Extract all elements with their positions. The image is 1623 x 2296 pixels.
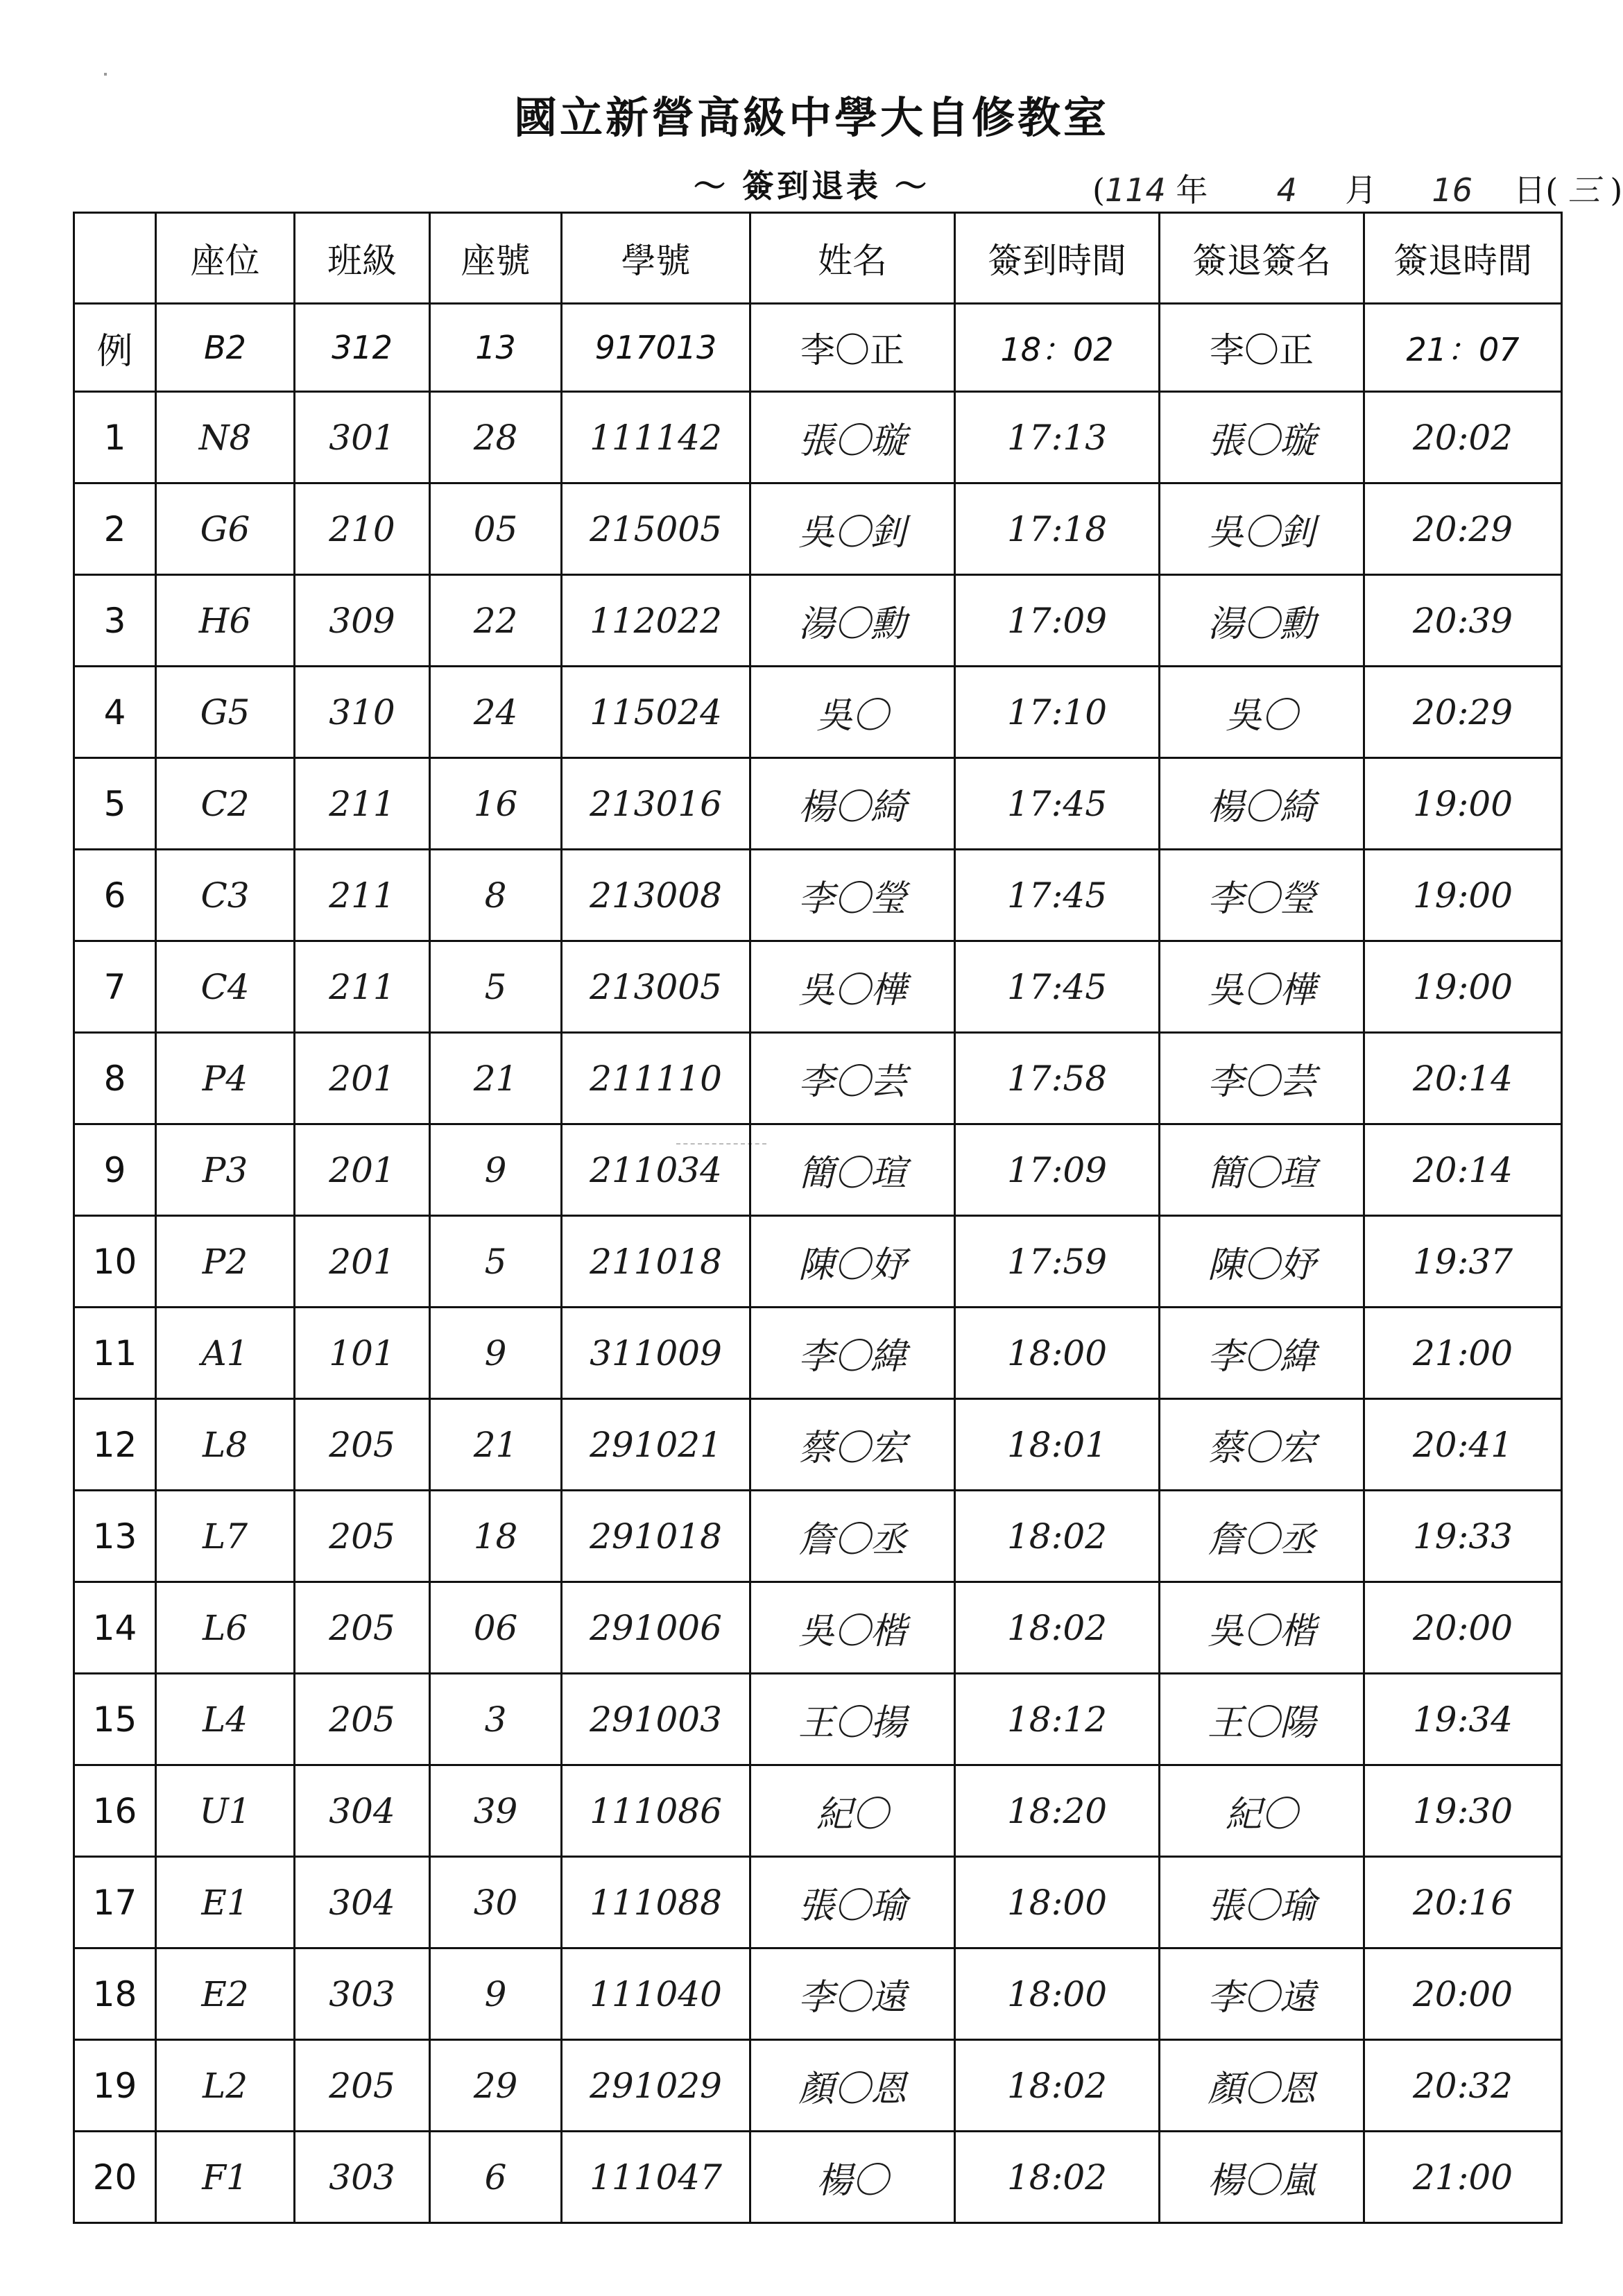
row-name: 王〇揚 [750, 1674, 955, 1765]
row-seat: L6 [156, 1582, 295, 1674]
table-body [74, 392, 1562, 2223]
row-name: 吳〇樺 [750, 941, 955, 1033]
table-row [74, 1308, 1562, 1399]
row-sign-out-time: 19:30 [1364, 1765, 1562, 1857]
row-name: 李〇緯 [750, 1308, 955, 1399]
row-class: 205 [295, 2040, 430, 2132]
table-row [74, 1124, 1562, 1216]
row-number: 12 [74, 1399, 156, 1491]
row-sign-in-time: 17:45 [955, 850, 1160, 941]
row-sign-in-time: 17:09 [955, 1124, 1160, 1216]
row-name: 吳〇 [750, 667, 955, 758]
header-student-id: 學號 [562, 213, 750, 304]
row-seat-no: 39 [430, 1765, 562, 1857]
row-sign-in-time: 18:12 [955, 1674, 1160, 1765]
table-row [74, 1674, 1562, 1765]
row-number: 20 [74, 2132, 156, 2223]
row-class: 205 [295, 1491, 430, 1582]
row-sign-out-time: 19:34 [1364, 1674, 1562, 1765]
row-class: 303 [295, 1948, 430, 2040]
row-sign-out-time: 20:41 [1364, 1399, 1562, 1491]
header-class: 班級 [295, 213, 430, 304]
row-seat: L2 [156, 2040, 295, 2132]
row-student-id: 111086 [562, 1765, 750, 1857]
row-seat-no: 24 [430, 667, 562, 758]
row-name: 湯〇勳 [750, 575, 955, 667]
row-sign-in-time: 18:00 [955, 1308, 1160, 1399]
row-student-id: 291021 [562, 1399, 750, 1491]
row-seat-no: 9 [430, 1308, 562, 1399]
example-sign-in: 18：02 [955, 304, 1160, 392]
row-seat-no: 5 [430, 1216, 562, 1308]
date-day: 16 [1432, 171, 1472, 209]
row-student-id: 112022 [562, 575, 750, 667]
row-seat: L8 [156, 1399, 295, 1491]
row-sign-out-name: 紀〇 [1160, 1765, 1364, 1857]
row-seat-no: 30 [430, 1857, 562, 1948]
row-sign-out-time: 19:00 [1364, 941, 1562, 1033]
row-student-id: 111040 [562, 1948, 750, 2040]
row-sign-out-name: 李〇芸 [1160, 1033, 1364, 1124]
example-sign-out-name: 李〇正 [1160, 304, 1364, 392]
row-seat: E1 [156, 1857, 295, 1948]
row-class: 205 [295, 1674, 430, 1765]
date-month-unit: 月 [1345, 171, 1377, 209]
row-sign-out-time: 20:32 [1364, 2040, 1562, 2132]
row-seat-no: 16 [430, 758, 562, 850]
row-student-id: 215005 [562, 483, 750, 575]
row-seat: E2 [156, 1948, 295, 2040]
row-number: 18 [74, 1948, 156, 2040]
row-student-id: 111088 [562, 1857, 750, 1948]
row-student-id: 291006 [562, 1582, 750, 1674]
row-name: 楊〇 [750, 2132, 955, 2223]
row-number: 8 [74, 1033, 156, 1124]
row-seat-no: 9 [430, 1948, 562, 2040]
row-seat-no: 06 [430, 1582, 562, 1674]
row-sign-out-name: 詹〇丞 [1160, 1491, 1364, 1582]
row-seat-no: 29 [430, 2040, 562, 2132]
table-row [74, 1948, 1562, 2040]
row-seat: C2 [156, 758, 295, 850]
date-year: 114 [1104, 171, 1166, 209]
row-seat: H6 [156, 575, 295, 667]
row-class: 101 [295, 1308, 430, 1399]
row-seat-no: 3 [430, 1674, 562, 1765]
row-sign-out-time: 21:00 [1364, 2132, 1562, 2223]
page-subtitle: ～ 簽到退表 ～ [694, 167, 930, 205]
row-student-id: 211018 [562, 1216, 750, 1308]
row-class: 201 [295, 1124, 430, 1216]
row-name: 楊〇綺 [750, 758, 955, 850]
row-name: 張〇瑜 [750, 1857, 955, 1948]
row-sign-in-time: 18:02 [955, 1582, 1160, 1674]
row-sign-out-time: 20:14 [1364, 1033, 1562, 1124]
row-number: 7 [74, 941, 156, 1033]
table-row [74, 392, 1562, 483]
row-class: 304 [295, 1765, 430, 1857]
row-sign-out-name: 吳〇楷 [1160, 1582, 1364, 1674]
row-seat: P3 [156, 1124, 295, 1216]
row-sign-out-time: 20:00 [1364, 1948, 1562, 2040]
example-seat: B2 [156, 304, 295, 392]
row-student-id: 211110 [562, 1033, 750, 1124]
row-student-id: 291018 [562, 1491, 750, 1582]
row-sign-out-time: 20:39 [1364, 575, 1562, 667]
row-number: 5 [74, 758, 156, 850]
scan-speck [104, 73, 107, 76]
row-sign-out-time: 21:00 [1364, 1308, 1562, 1399]
row-sign-out-name: 楊〇綺 [1160, 758, 1364, 850]
table-row [74, 575, 1562, 667]
row-sign-out-name: 簡〇瑄 [1160, 1124, 1364, 1216]
example-student-id: 917013 [562, 304, 750, 392]
row-name: 張〇璇 [750, 392, 955, 483]
row-name: 陳〇妤 [750, 1216, 955, 1308]
row-sign-out-name: 湯〇勳 [1160, 575, 1364, 667]
row-name: 紀〇 [750, 1765, 955, 1857]
row-student-id: 115024 [562, 667, 750, 758]
row-name: 吳〇楷 [750, 1582, 955, 1674]
date-open-paren: ( [1092, 171, 1105, 209]
row-seat-no: 6 [430, 2132, 562, 2223]
row-seat-no: 21 [430, 1033, 562, 1124]
row-student-id: 211034 [562, 1124, 750, 1216]
row-sign-in-time: 17:18 [955, 483, 1160, 575]
example-name: 李〇正 [750, 304, 955, 392]
row-seat: F1 [156, 2132, 295, 2223]
row-sign-out-name: 王〇陽 [1160, 1674, 1364, 1765]
row-sign-out-time: 19:33 [1364, 1491, 1562, 1582]
row-student-id: 213016 [562, 758, 750, 850]
row-sign-out-name: 李〇瑩 [1160, 850, 1364, 941]
row-sign-in-time: 18:00 [955, 1857, 1160, 1948]
row-seat: G6 [156, 483, 295, 575]
row-sign-in-time: 17:13 [955, 392, 1160, 483]
row-student-id: 213008 [562, 850, 750, 941]
table-row [74, 2040, 1562, 2132]
row-seat: P2 [156, 1216, 295, 1308]
row-class: 211 [295, 941, 430, 1033]
row-number: 4 [74, 667, 156, 758]
table-row [74, 483, 1562, 575]
row-sign-out-name: 顏〇恩 [1160, 2040, 1364, 2132]
header-index [74, 213, 156, 304]
row-class: 310 [295, 667, 430, 758]
row-class: 210 [295, 483, 430, 575]
date-weekday-open: ( [1545, 171, 1558, 209]
row-seat: U1 [156, 1765, 295, 1857]
example-row [74, 304, 1562, 392]
table-row [74, 1765, 1562, 1857]
row-class: 205 [295, 1582, 430, 1674]
row-number: 13 [74, 1491, 156, 1582]
row-sign-out-time: 20:29 [1364, 483, 1562, 575]
row-sign-out-time: 20:29 [1364, 667, 1562, 758]
row-class: 205 [295, 1399, 430, 1491]
row-name: 簡〇瑄 [750, 1124, 955, 1216]
row-sign-out-time: 20:00 [1364, 1582, 1562, 1674]
row-sign-out-name: 楊〇嵐 [1160, 2132, 1364, 2223]
row-number: 3 [74, 575, 156, 667]
row-seat: A1 [156, 1308, 295, 1399]
row-sign-out-time: 19:37 [1364, 1216, 1562, 1308]
row-number: 14 [74, 1582, 156, 1674]
row-seat-no: 5 [430, 941, 562, 1033]
date-month: 4 [1276, 171, 1297, 209]
row-class: 304 [295, 1857, 430, 1948]
table-row [74, 1582, 1562, 1674]
row-student-id: 111047 [562, 2132, 750, 2223]
row-number: 16 [74, 1765, 156, 1857]
table-row [74, 758, 1562, 850]
row-seat: L7 [156, 1491, 295, 1582]
table-row [74, 667, 1562, 758]
row-number: 15 [74, 1674, 156, 1765]
date-day-unit: 日 [1513, 171, 1546, 209]
row-class: 303 [295, 2132, 430, 2223]
row-seat-no: 28 [430, 392, 562, 483]
row-sign-out-name: 蔡〇宏 [1160, 1399, 1364, 1491]
row-seat: G5 [156, 667, 295, 758]
row-name: 李〇瑩 [750, 850, 955, 941]
table-row [74, 1399, 1562, 1491]
row-sign-out-name: 張〇瑜 [1160, 1857, 1364, 1948]
row-class: 301 [295, 392, 430, 483]
row-sign-in-time: 17:45 [955, 758, 1160, 850]
row-name: 李〇芸 [750, 1033, 955, 1124]
row-class: 211 [295, 850, 430, 941]
row-sign-in-time: 17:10 [955, 667, 1160, 758]
header-sign-out-time: 簽退時間 [1364, 213, 1562, 304]
table-row [74, 850, 1562, 941]
row-name: 吳〇釗 [750, 483, 955, 575]
header-row [74, 213, 1562, 304]
row-seat-no: 22 [430, 575, 562, 667]
row-sign-out-name: 李〇緯 [1160, 1308, 1364, 1399]
row-seat-no: 9 [430, 1124, 562, 1216]
row-sign-out-time: 19:00 [1364, 850, 1562, 941]
row-number: 17 [74, 1857, 156, 1948]
row-number: 11 [74, 1308, 156, 1399]
row-sign-in-time: 17:58 [955, 1033, 1160, 1124]
table-row [74, 2132, 1562, 2223]
row-number: 19 [74, 2040, 156, 2132]
row-student-id: 291029 [562, 2040, 750, 2132]
row-name: 蔡〇宏 [750, 1399, 955, 1491]
row-sign-out-time: 20:02 [1364, 392, 1562, 483]
row-sign-out-time: 19:00 [1364, 758, 1562, 850]
row-class: 309 [295, 575, 430, 667]
row-seat: L4 [156, 1674, 295, 1765]
date-close-paren: ) [1610, 171, 1623, 209]
page-title: 國立新營高級中學大自修教室 [513, 92, 1109, 143]
row-sign-out-time: 20:16 [1364, 1857, 1562, 1948]
row-student-id: 311009 [562, 1308, 750, 1399]
row-seat: P4 [156, 1033, 295, 1124]
example-seat-no: 13 [430, 304, 562, 392]
row-seat: C3 [156, 850, 295, 941]
header-seat: 座位 [156, 213, 295, 304]
row-number: 6 [74, 850, 156, 941]
table-row [74, 1033, 1562, 1124]
row-number: 2 [74, 483, 156, 575]
row-seat: C4 [156, 941, 295, 1033]
row-class: 201 [295, 1033, 430, 1124]
row-class: 201 [295, 1216, 430, 1308]
row-sign-in-time: 18:00 [955, 1948, 1160, 2040]
example-label: 例 [74, 304, 156, 392]
row-sign-in-time: 18:20 [955, 1765, 1160, 1857]
row-student-id: 213005 [562, 941, 750, 1033]
row-sign-in-time: 17:09 [955, 575, 1160, 667]
row-number: 9 [74, 1124, 156, 1216]
table-row [74, 1216, 1562, 1308]
example-sign-out-time: 21：07 [1364, 304, 1562, 392]
row-seat: N8 [156, 392, 295, 483]
row-sign-out-name: 張〇璇 [1160, 392, 1364, 483]
row-seat-no: 21 [430, 1399, 562, 1491]
example-class: 312 [295, 304, 430, 392]
date-line [1092, 165, 1622, 211]
row-sign-out-time: 20:14 [1364, 1124, 1562, 1216]
date-weekday: 三 [1568, 171, 1600, 209]
row-sign-in-time: 17:45 [955, 941, 1160, 1033]
row-student-id: 291003 [562, 1674, 750, 1765]
row-sign-out-name: 陳〇妤 [1160, 1216, 1364, 1308]
row-student-id: 111142 [562, 392, 750, 483]
row-sign-in-time: 18:02 [955, 1491, 1160, 1582]
row-sign-in-time: 18:01 [955, 1399, 1160, 1491]
row-sign-out-name: 李〇遠 [1160, 1948, 1364, 2040]
row-sign-out-name: 吳〇樺 [1160, 941, 1364, 1033]
row-sign-in-time: 18:02 [955, 2040, 1160, 2132]
sign-in-table [73, 212, 1563, 2224]
row-sign-in-time: 17:59 [955, 1216, 1160, 1308]
date-year-unit: 年 [1176, 171, 1208, 209]
row-name: 詹〇丞 [750, 1491, 955, 1582]
row-sign-in-time: 18:02 [955, 2132, 1160, 2223]
row-sign-out-name: 吳〇 [1160, 667, 1364, 758]
header-sign-in-time: 簽到時間 [955, 213, 1160, 304]
row-class: 211 [295, 758, 430, 850]
row-seat-no: 05 [430, 483, 562, 575]
row-seat-no: 18 [430, 1491, 562, 1582]
table-row [74, 1491, 1562, 1582]
row-sign-out-name: 吳〇釗 [1160, 483, 1364, 575]
row-name: 顏〇恩 [750, 2040, 955, 2132]
table-row [74, 1857, 1562, 1948]
header-sign-out-name: 簽退簽名 [1160, 213, 1364, 304]
row-number: 10 [74, 1216, 156, 1308]
header-seat-no: 座號 [430, 213, 562, 304]
row-name: 李〇遠 [750, 1948, 955, 2040]
header-name: 姓名 [750, 213, 955, 304]
table-row [74, 941, 1562, 1033]
row-number: 1 [74, 392, 156, 483]
row-seat-no: 8 [430, 850, 562, 941]
